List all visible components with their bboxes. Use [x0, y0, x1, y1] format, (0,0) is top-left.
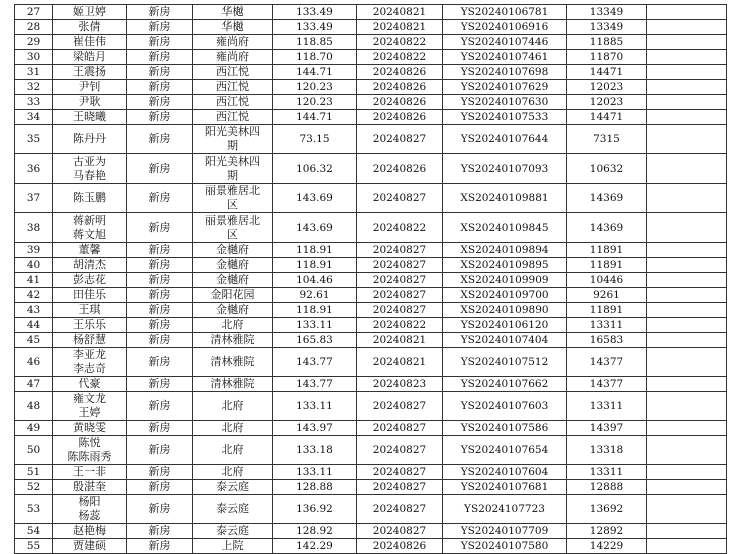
table-row — [15, 20, 727, 35]
table-row — [15, 35, 727, 50]
row-number-cell: 28 — [15, 20, 53, 35]
project-name-cell: 泰云庭 — [193, 480, 273, 495]
row-number-cell: 53 — [15, 495, 53, 524]
buyer-name-cell: 尹耿 — [53, 95, 127, 110]
row-number-cell: 39 — [15, 243, 53, 258]
blank-cell — [647, 258, 727, 273]
blank-cell — [647, 288, 727, 303]
contract-number-cell: YS20240107446 — [443, 35, 567, 50]
project-name-cell: 金樾府 — [193, 243, 273, 258]
date-cell: 20240826 — [357, 110, 443, 125]
area-cell: 143.69 — [273, 213, 357, 243]
buyer-name-cell: 董馨 — [53, 243, 127, 258]
buyer-name-cell: 李亚龙 李志奇 — [53, 348, 127, 377]
blank-cell — [647, 125, 727, 154]
buyer-name-cell: 蒋新明 蒋文旭 — [53, 213, 127, 243]
project-name-cell: 阳光美林四 期 — [193, 125, 273, 154]
blank-cell — [647, 421, 727, 436]
date-cell: 20240827 — [357, 524, 443, 539]
contract-number-cell: YS20240106781 — [443, 5, 567, 20]
house-type-cell: 新房 — [127, 35, 193, 50]
amount-cell: 10632 — [567, 154, 647, 184]
area-cell: 118.85 — [273, 35, 357, 50]
area-cell: 106.32 — [273, 154, 357, 184]
table-row — [15, 110, 727, 125]
project-name-cell: 北府 — [193, 392, 273, 421]
house-type-cell: 新房 — [127, 392, 193, 421]
table-row — [15, 95, 727, 110]
contract-number-cell: XS20240109895 — [443, 258, 567, 273]
table-row — [15, 392, 727, 421]
buyer-name-cell: 彭志花 — [53, 273, 127, 288]
date-cell: 20240821 — [357, 5, 443, 20]
area-cell: 118.91 — [273, 243, 357, 258]
date-cell: 20240826 — [357, 95, 443, 110]
table-row — [15, 348, 727, 377]
date-cell: 20240822 — [357, 50, 443, 65]
table-row — [15, 421, 727, 436]
project-name-cell: 泰云庭 — [193, 524, 273, 539]
contract-number-cell: YS20240106120 — [443, 318, 567, 333]
house-type-cell: 新房 — [127, 288, 193, 303]
date-cell: 20240826 — [357, 539, 443, 554]
area-cell: 165.83 — [273, 333, 357, 348]
buyer-name-cell: 王琪 — [53, 303, 127, 318]
row-number-cell: 33 — [15, 95, 53, 110]
project-name-cell: 北府 — [193, 421, 273, 436]
row-number-cell: 40 — [15, 258, 53, 273]
area-cell: 143.77 — [273, 348, 357, 377]
table-row — [15, 333, 727, 348]
project-name-cell: 雍尚府 — [193, 35, 273, 50]
table-row — [15, 465, 727, 480]
buyer-name-cell: 黄晓雯 — [53, 421, 127, 436]
blank-cell — [647, 377, 727, 392]
contract-number-cell: YS20240107586 — [443, 421, 567, 436]
blank-cell — [647, 318, 727, 333]
house-type-cell: 新房 — [127, 154, 193, 184]
row-number-cell: 29 — [15, 35, 53, 50]
house-type-cell: 新房 — [127, 258, 193, 273]
project-name-cell: 丽景雅居北 区 — [193, 184, 273, 213]
date-cell: 20240827 — [357, 288, 443, 303]
contract-number-cell: YS20240107533 — [443, 110, 567, 125]
blank-cell — [647, 273, 727, 288]
house-type-cell: 新房 — [127, 377, 193, 392]
house-type-cell: 新房 — [127, 348, 193, 377]
contract-number-cell: YS20240106916 — [443, 20, 567, 35]
amount-cell: 11885 — [567, 35, 647, 50]
amount-cell: 14369 — [567, 184, 647, 213]
buyer-name-cell: 王乐乐 — [53, 318, 127, 333]
house-type-cell: 新房 — [127, 110, 193, 125]
row-number-cell: 32 — [15, 80, 53, 95]
house-type-cell: 新房 — [127, 125, 193, 154]
row-number-cell: 36 — [15, 154, 53, 184]
buyer-name-cell: 梁皓月 — [53, 50, 127, 65]
blank-cell — [647, 184, 727, 213]
contract-number-cell: YS20240107709 — [443, 524, 567, 539]
table-row — [15, 288, 727, 303]
row-number-cell: 41 — [15, 273, 53, 288]
buyer-name-cell: 王震扬 — [53, 65, 127, 80]
blank-cell — [647, 348, 727, 377]
project-name-cell: 西江悦 — [193, 110, 273, 125]
buyer-name-cell: 王晓曦 — [53, 110, 127, 125]
amount-cell: 12023 — [567, 80, 647, 95]
area-cell: 133.49 — [273, 5, 357, 20]
table-row — [15, 213, 727, 243]
blank-cell — [647, 50, 727, 65]
row-number-cell: 45 — [15, 333, 53, 348]
amount-cell: 13349 — [567, 5, 647, 20]
buyer-name-cell: 崔佳伟 — [53, 35, 127, 50]
date-cell: 20240827 — [357, 392, 443, 421]
date-cell: 20240827 — [357, 273, 443, 288]
date-cell: 20240822 — [357, 35, 443, 50]
date-cell: 20240827 — [357, 480, 443, 495]
area-cell: 118.70 — [273, 50, 357, 65]
table-row — [15, 80, 727, 95]
buyer-name-cell: 尹钊 — [53, 80, 127, 95]
buyer-name-cell: 殷湛奎 — [53, 480, 127, 495]
contract-number-cell: YS20240107698 — [443, 65, 567, 80]
house-type-cell: 新房 — [127, 213, 193, 243]
area-cell: 118.91 — [273, 303, 357, 318]
project-name-cell: 丽景雅居北 区 — [193, 213, 273, 243]
project-name-cell: 北府 — [193, 465, 273, 480]
table-row — [15, 539, 727, 554]
date-cell: 20240826 — [357, 154, 443, 184]
date-cell: 20240827 — [357, 303, 443, 318]
project-name-cell: 北府 — [193, 436, 273, 465]
date-cell: 20240827 — [357, 125, 443, 154]
buyer-name-cell: 胡清杰 — [53, 258, 127, 273]
contract-number-cell: YS20240107681 — [443, 480, 567, 495]
area-cell: 120.23 — [273, 95, 357, 110]
amount-cell: 11870 — [567, 50, 647, 65]
area-cell: 133.49 — [273, 20, 357, 35]
date-cell: 20240827 — [357, 495, 443, 524]
blank-cell — [647, 154, 727, 184]
table-row — [15, 480, 727, 495]
table-row — [15, 5, 727, 20]
amount-cell: 16583 — [567, 333, 647, 348]
table-row — [15, 50, 727, 65]
date-cell: 20240822 — [357, 318, 443, 333]
row-number-cell: 49 — [15, 421, 53, 436]
table-row — [15, 318, 727, 333]
table-row — [15, 495, 727, 524]
contract-number-cell: XS20240109700 — [443, 288, 567, 303]
amount-cell: 12023 — [567, 95, 647, 110]
project-name-cell: 西江悦 — [193, 65, 273, 80]
contract-number-cell: YS20240107404 — [443, 333, 567, 348]
contract-number-cell: XS20240109881 — [443, 184, 567, 213]
row-number-cell: 30 — [15, 50, 53, 65]
project-name-cell: 上院 — [193, 539, 273, 554]
date-cell: 20240821 — [357, 348, 443, 377]
blank-cell — [647, 65, 727, 80]
records-table-body — [15, 5, 727, 554]
house-type-cell: 新房 — [127, 318, 193, 333]
amount-cell: 13311 — [567, 392, 647, 421]
row-number-cell: 31 — [15, 65, 53, 80]
buyer-name-cell: 陈悦 陈陈雨秀 — [53, 436, 127, 465]
amount-cell: 14397 — [567, 421, 647, 436]
buyer-name-cell: 赵艳梅 — [53, 524, 127, 539]
row-number-cell: 44 — [15, 318, 53, 333]
date-cell: 20240821 — [357, 20, 443, 35]
project-name-cell: 清林雅院 — [193, 377, 273, 392]
buyer-name-cell: 张倩 — [53, 20, 127, 35]
project-name-cell: 华樾 — [193, 20, 273, 35]
amount-cell: 12888 — [567, 480, 647, 495]
area-cell: 92.61 — [273, 288, 357, 303]
row-number-cell: 48 — [15, 392, 53, 421]
project-name-cell: 金樾府 — [193, 303, 273, 318]
row-number-cell: 54 — [15, 524, 53, 539]
area-cell: 133.18 — [273, 436, 357, 465]
house-type-cell: 新房 — [127, 273, 193, 288]
contract-number-cell: YS20240107662 — [443, 377, 567, 392]
table-row — [15, 154, 727, 184]
buyer-name-cell: 田佳乐 — [53, 288, 127, 303]
blank-cell — [647, 303, 727, 318]
amount-cell: 13318 — [567, 436, 647, 465]
contract-number-cell: YS2024107723 — [443, 495, 567, 524]
amount-cell: 14471 — [567, 65, 647, 80]
blank-cell — [647, 465, 727, 480]
records-table — [14, 4, 727, 554]
buyer-name-cell: 代豪 — [53, 377, 127, 392]
table-row — [15, 303, 727, 318]
contract-number-cell: YS20240107603 — [443, 392, 567, 421]
area-cell: 104.46 — [273, 273, 357, 288]
contract-number-cell: YS20240107580 — [443, 539, 567, 554]
area-cell: 120.23 — [273, 80, 357, 95]
project-name-cell: 金樾府 — [193, 273, 273, 288]
house-type-cell: 新房 — [127, 80, 193, 95]
date-cell: 20240827 — [357, 243, 443, 258]
table-row — [15, 524, 727, 539]
table-row — [15, 258, 727, 273]
house-type-cell: 新房 — [127, 480, 193, 495]
project-name-cell: 雍尚府 — [193, 50, 273, 65]
contract-number-cell: XS20240109890 — [443, 303, 567, 318]
row-number-cell: 43 — [15, 303, 53, 318]
date-cell: 20240826 — [357, 65, 443, 80]
contract-number-cell: YS20240107654 — [443, 436, 567, 465]
row-number-cell: 37 — [15, 184, 53, 213]
house-type-cell: 新房 — [127, 184, 193, 213]
amount-cell: 14471 — [567, 110, 647, 125]
blank-cell — [647, 20, 727, 35]
blank-cell — [647, 110, 727, 125]
area-cell: 144.71 — [273, 65, 357, 80]
row-number-cell: 46 — [15, 348, 53, 377]
area-cell: 133.11 — [273, 465, 357, 480]
row-number-cell: 34 — [15, 110, 53, 125]
amount-cell: 13311 — [567, 465, 647, 480]
project-name-cell: 清林雅院 — [193, 348, 273, 377]
house-type-cell: 新房 — [127, 20, 193, 35]
blank-cell — [647, 333, 727, 348]
house-type-cell: 新房 — [127, 303, 193, 318]
amount-cell: 12892 — [567, 524, 647, 539]
buyer-name-cell: 雍文龙 王婷 — [53, 392, 127, 421]
house-type-cell: 新房 — [127, 539, 193, 554]
project-name-cell: 金樾府 — [193, 258, 273, 273]
amount-cell: 10446 — [567, 273, 647, 288]
row-number-cell: 51 — [15, 465, 53, 480]
area-cell: 73.15 — [273, 125, 357, 154]
area-cell: 128.92 — [273, 524, 357, 539]
project-name-cell: 西江悦 — [193, 80, 273, 95]
area-cell: 118.91 — [273, 258, 357, 273]
date-cell: 20240822 — [357, 213, 443, 243]
blank-cell — [647, 35, 727, 50]
project-name-cell: 泰云庭 — [193, 495, 273, 524]
date-cell: 20240827 — [357, 258, 443, 273]
date-cell: 20240826 — [357, 80, 443, 95]
buyer-name-cell: 杨舒慧 — [53, 333, 127, 348]
contract-number-cell: YS20240107604 — [443, 465, 567, 480]
blank-cell — [647, 243, 727, 258]
amount-cell: 13692 — [567, 495, 647, 524]
blank-cell — [647, 436, 727, 465]
contract-number-cell: YS20240107512 — [443, 348, 567, 377]
project-name-cell: 金阳花园 — [193, 288, 273, 303]
contract-number-cell: YS20240107461 — [443, 50, 567, 65]
amount-cell: 14229 — [567, 539, 647, 554]
amount-cell: 13311 — [567, 318, 647, 333]
table-row — [15, 243, 727, 258]
amount-cell: 11891 — [567, 258, 647, 273]
table-row — [15, 377, 727, 392]
blank-cell — [647, 495, 727, 524]
contract-number-cell: XS20240109845 — [443, 213, 567, 243]
row-number-cell: 52 — [15, 480, 53, 495]
amount-cell: 11891 — [567, 243, 647, 258]
house-type-cell: 新房 — [127, 465, 193, 480]
blank-cell — [647, 5, 727, 20]
contract-number-cell: YS20240107630 — [443, 95, 567, 110]
area-cell: 133.11 — [273, 392, 357, 421]
area-cell: 143.69 — [273, 184, 357, 213]
house-type-cell: 新房 — [127, 421, 193, 436]
blank-cell — [647, 213, 727, 243]
area-cell: 143.77 — [273, 377, 357, 392]
row-number-cell: 47 — [15, 377, 53, 392]
date-cell: 20240827 — [357, 465, 443, 480]
buyer-name-cell: 陈玉鹏 — [53, 184, 127, 213]
area-cell: 143.97 — [273, 421, 357, 436]
amount-cell: 14369 — [567, 213, 647, 243]
date-cell: 20240827 — [357, 184, 443, 213]
table-row — [15, 125, 727, 154]
blank-cell — [647, 392, 727, 421]
area-cell: 142.29 — [273, 539, 357, 554]
house-type-cell: 新房 — [127, 243, 193, 258]
amount-cell: 14377 — [567, 377, 647, 392]
amount-cell: 14377 — [567, 348, 647, 377]
house-type-cell: 新房 — [127, 5, 193, 20]
buyer-name-cell: 古亚为 马春艳 — [53, 154, 127, 184]
date-cell: 20240821 — [357, 333, 443, 348]
project-name-cell: 北府 — [193, 318, 273, 333]
project-name-cell: 清林雅院 — [193, 333, 273, 348]
row-number-cell: 55 — [15, 539, 53, 554]
area-cell: 133.11 — [273, 318, 357, 333]
blank-cell — [647, 80, 727, 95]
records-table-container — [14, 4, 727, 554]
blank-cell — [647, 539, 727, 554]
row-number-cell: 50 — [15, 436, 53, 465]
area-cell: 128.88 — [273, 480, 357, 495]
project-name-cell: 华樾 — [193, 5, 273, 20]
blank-cell — [647, 95, 727, 110]
house-type-cell: 新房 — [127, 524, 193, 539]
project-name-cell: 西江悦 — [193, 95, 273, 110]
row-number-cell: 27 — [15, 5, 53, 20]
project-name-cell: 阳光美林四 期 — [193, 154, 273, 184]
buyer-name-cell: 王一非 — [53, 465, 127, 480]
table-row — [15, 436, 727, 465]
buyer-name-cell: 贾建硕 — [53, 539, 127, 554]
buyer-name-cell: 陈丹丹 — [53, 125, 127, 154]
amount-cell: 9261 — [567, 288, 647, 303]
blank-cell — [647, 480, 727, 495]
table-row — [15, 65, 727, 80]
table-row — [15, 184, 727, 213]
house-type-cell: 新房 — [127, 495, 193, 524]
contract-number-cell: YS20240107644 — [443, 125, 567, 154]
row-number-cell: 38 — [15, 213, 53, 243]
house-type-cell: 新房 — [127, 95, 193, 110]
date-cell: 20240827 — [357, 421, 443, 436]
contract-number-cell: YS20240107629 — [443, 80, 567, 95]
date-cell: 20240827 — [357, 436, 443, 465]
amount-cell: 13349 — [567, 20, 647, 35]
blank-cell — [647, 524, 727, 539]
amount-cell: 11891 — [567, 303, 647, 318]
house-type-cell: 新房 — [127, 333, 193, 348]
contract-number-cell: XS20240109894 — [443, 243, 567, 258]
amount-cell: 7315 — [567, 125, 647, 154]
area-cell: 136.92 — [273, 495, 357, 524]
buyer-name-cell: 姬卫婷 — [53, 5, 127, 20]
house-type-cell: 新房 — [127, 65, 193, 80]
table-row — [15, 273, 727, 288]
house-type-cell: 新房 — [127, 436, 193, 465]
area-cell: 144.71 — [273, 110, 357, 125]
row-number-cell: 35 — [15, 125, 53, 154]
contract-number-cell: XS20240109909 — [443, 273, 567, 288]
buyer-name-cell: 杨阳 杨蕊 — [53, 495, 127, 524]
date-cell: 20240823 — [357, 377, 443, 392]
row-number-cell: 42 — [15, 288, 53, 303]
house-type-cell: 新房 — [127, 50, 193, 65]
contract-number-cell: YS20240107093 — [443, 154, 567, 184]
